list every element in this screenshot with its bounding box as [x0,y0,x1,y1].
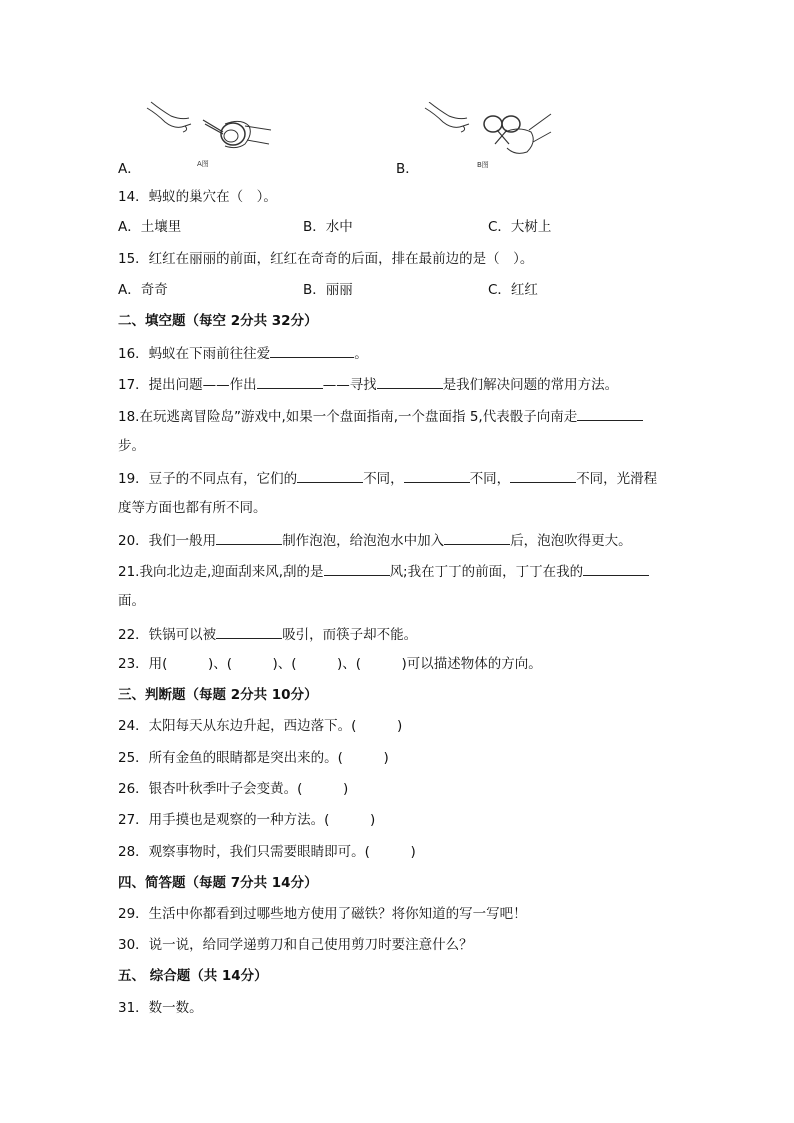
q20-text-1: 20．我们一般用 [118,533,217,549]
question-16 [118,343,368,363]
question-15: 15．红红在丽丽的前面，红红在奇奇的后面，排在最前边的是（ ）。 [118,251,534,267]
question-17 [118,374,618,394]
question-20 [118,530,632,550]
question-21-line-2: 面。 [118,593,145,609]
q19-text-3: 不同， [469,471,511,487]
question-23: 23．用( )、( )、( )、( )可以描述物体的方向。 [118,656,542,672]
section-2-title: 二、填空题（每空 2分共 32分） [118,313,318,329]
question-29: 29．生活中你都看到过哪些地方使用了磁铁？将你知道的写一写吧！ [118,906,527,922]
question-21 [118,561,649,581]
question-28: 28．观察事物时，我们只需要眼睛即可。( ) [118,844,416,860]
q19-text-2: 不同， [363,471,404,487]
q16-text-1: 16．蚂蚁在下雨前往往爱 [118,346,271,362]
question-24: 24．太阳每天从东边升起，西边落下。( ) [118,718,403,734]
question-25: 25．所有金鱼的眼睛都是突出来的。( ) [118,750,389,766]
section-3-title: 三、判断题（每题 2分共 10分） [118,687,318,703]
q13-option-a: A． [118,161,141,177]
q16-blank[interactable] [270,343,354,358]
figure-b-caption: B图 [477,161,489,169]
q13-option-b: B． [396,161,419,177]
q22-blank[interactable] [216,624,282,639]
q19-text-4: 不同，光滑程 [576,471,658,487]
question-31: 31．数一数。 [118,1000,203,1016]
q20-text-3: 后，泡泡吹得更大。 [510,533,632,549]
question-19 [118,468,657,488]
q19-blank-1[interactable] [297,468,363,483]
q15-option-c: C．红红 [488,282,538,298]
section-4-title: 四、简答题（每题 7分共 14分） [118,875,318,891]
question-30: 30．说一说，给同学递剪刀和自己使用剪刀时要注意什么？ [118,937,473,953]
q17-text-1: 17．提出问题——作出 [118,377,257,393]
q17-blank-1[interactable] [257,374,323,389]
q18-blank[interactable] [577,406,643,421]
q22-text-2: 吸引，而筷子却不能。 [282,627,418,643]
question-18 [118,406,643,426]
q20-blank-1[interactable] [216,530,282,545]
q16-text-2: 。 [354,346,368,362]
q21-text-2: 风;我在丁丁的前面，丁丁在我的 [389,564,584,580]
q14-option-a: A．土壤里 [118,219,182,235]
q19-blank-2[interactable] [404,468,470,483]
q21-text-1: 21.我向北边走,迎面刮来风,刮的是 [118,564,324,580]
scissors-handover-figure-b [423,102,553,158]
q20-text-2: 制作泡泡，给泡泡水中加入 [282,533,445,549]
q21-blank-1[interactable] [324,561,390,576]
q22-text-1: 22．铁锅可以被 [118,627,217,643]
q14-option-c: C．大树上 [488,219,552,235]
question-27: 27．用手摸也是观察的一种方法。( ) [118,812,376,828]
q17-text-3: 是我们解决问题的常用方法。 [442,377,619,393]
question-18-line-2: 步。 [118,438,145,454]
q19-text-1: 19．豆子的不同点有，它们的 [118,471,298,487]
figure-a-caption: A图 [197,160,209,168]
q17-blank-2[interactable] [377,374,443,389]
section-5-title: 五、 综合题（共 14分） [118,968,268,984]
q14-option-b: B．水中 [303,219,353,235]
q19-blank-3[interactable] [510,468,576,483]
q21-blank-2[interactable] [583,561,649,576]
q20-blank-2[interactable] [444,530,510,545]
question-26: 26．银杏叶秋季叶子会变黄。( ) [118,781,349,797]
q18-text-1: 18.在玩逃离冒险岛”游戏中,如果一个盘面指南,一个盘面指 5,代表骰子向南走 [118,409,578,425]
question-19-line-2: 度等方面也都有所不同。 [118,500,267,516]
q15-option-a: A．奇奇 [118,282,168,298]
q17-text-2: ——寻找 [322,377,377,393]
q15-option-b: B．丽丽 [303,282,353,298]
question-22 [118,624,417,644]
scissors-handover-figure-a [145,100,275,158]
question-14: 14．蚂蚁的巢穴在（ ）。 [118,189,277,205]
